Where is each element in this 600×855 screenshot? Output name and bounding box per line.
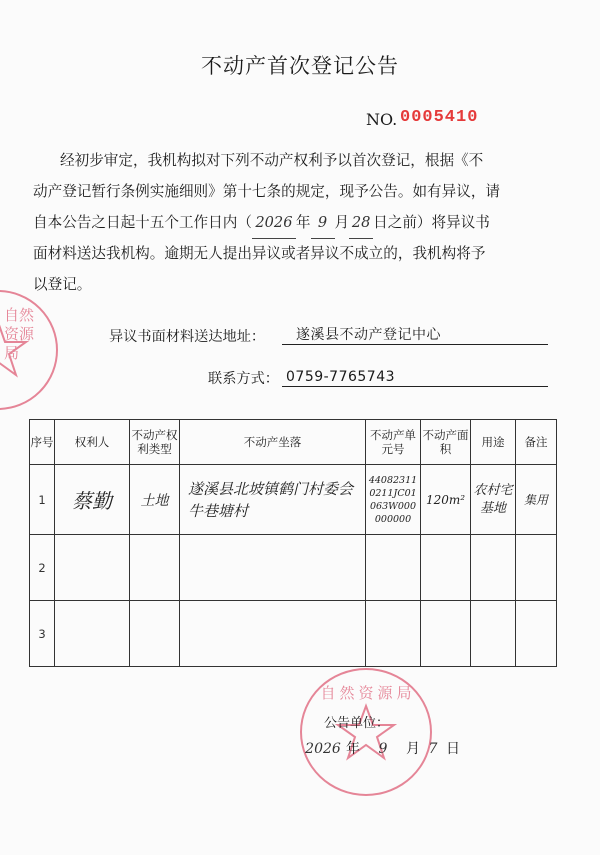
body-line-4: 面材料送达我机构。逾期无人提出异议或者异议不成立的，我机构将予	[33, 245, 486, 262]
row-right-type: 土地	[130, 465, 180, 535]
body-line-2: 动产登记暂行条例实施细则》第十七条的规定，现予公告。如有异议，请	[33, 183, 501, 200]
deadline-day: 28	[349, 207, 373, 239]
notice-number: 0005410	[400, 108, 479, 127]
body-line-5: 以登记。	[33, 276, 92, 293]
row-unit-no	[366, 535, 421, 601]
row-location	[180, 601, 366, 667]
table-row	[30, 465, 557, 535]
issue-date	[300, 738, 460, 758]
header-note: 备注	[516, 420, 557, 465]
body-line-3-suffix: 日之前）将异议书	[373, 214, 490, 231]
row-seq: 2	[30, 535, 55, 601]
issue-month-char: 月	[406, 741, 420, 757]
row-area: 120m²	[421, 465, 471, 535]
seal-left-lettering: 自然资源局	[4, 306, 35, 362]
header-location: 不动产坐落	[180, 420, 366, 465]
month-char: 月	[334, 214, 350, 231]
body-line-3	[33, 207, 490, 239]
issuer-label: 公告单位：	[324, 716, 390, 731]
issue-year: 2026	[305, 741, 341, 757]
row-right-type	[130, 535, 180, 601]
issue-year-char: 年	[346, 741, 360, 757]
row-unit-no: 440823110211JC01063W000000000	[366, 465, 421, 535]
header-right-type: 不动产权利类型	[130, 420, 180, 465]
table-row	[30, 535, 557, 601]
address-field	[282, 324, 548, 345]
row-note	[516, 535, 557, 601]
contact-field	[282, 366, 548, 387]
row-use	[471, 535, 516, 601]
row-owner: 蔡勤	[55, 465, 130, 535]
contact-value: 0759-7765743	[286, 369, 396, 385]
row-right-type	[130, 601, 180, 667]
page-title: 不动产首次登记公告	[201, 54, 399, 78]
deadline-month: 9	[311, 207, 335, 239]
header-owner: 权利人	[55, 420, 130, 465]
address-value: 遂溪县不动产登记中心	[296, 327, 441, 343]
seal-right-lettering: 自然资源局	[320, 684, 416, 702]
row-use: 农村宅基地	[471, 465, 516, 535]
issue-day-char: 日	[446, 741, 460, 757]
row-area	[421, 601, 471, 667]
table-header-row	[30, 420, 557, 465]
body-line-1: 经初步审定，我机构拟对下列不动产权利予以首次登记，根据《不	[60, 152, 484, 169]
row-area	[421, 535, 471, 601]
issue-day: 7	[428, 741, 438, 757]
notice-number-label: NO.	[366, 110, 398, 129]
header-seq: 序号	[30, 420, 55, 465]
registration-table	[29, 419, 557, 667]
address-label: 异议书面材料送达地址：	[109, 329, 266, 345]
row-owner	[55, 535, 130, 601]
year-char: 年	[295, 214, 311, 231]
deadline-year: 2026	[252, 207, 296, 239]
row-location	[180, 535, 366, 601]
row-seq: 1	[30, 465, 55, 535]
row-unit-no	[366, 601, 421, 667]
row-seq: 3	[30, 601, 55, 667]
row-location: 遂溪县北坡镇鹤门村委会牛巷塘村	[180, 465, 366, 535]
row-note: 集用	[516, 465, 557, 535]
header-area: 不动产面积	[421, 420, 471, 465]
issue-month: 9	[378, 741, 388, 757]
row-use	[471, 601, 516, 667]
header-use: 用途	[471, 420, 516, 465]
body-line-3-prefix: 自本公告之日起十五个工作日内（	[33, 214, 252, 231]
row-note	[516, 601, 557, 667]
header-unit-no: 不动产单元号	[366, 420, 421, 465]
table-row	[30, 601, 557, 667]
row-owner	[55, 601, 130, 667]
contact-label: 联系方式：	[208, 371, 279, 387]
